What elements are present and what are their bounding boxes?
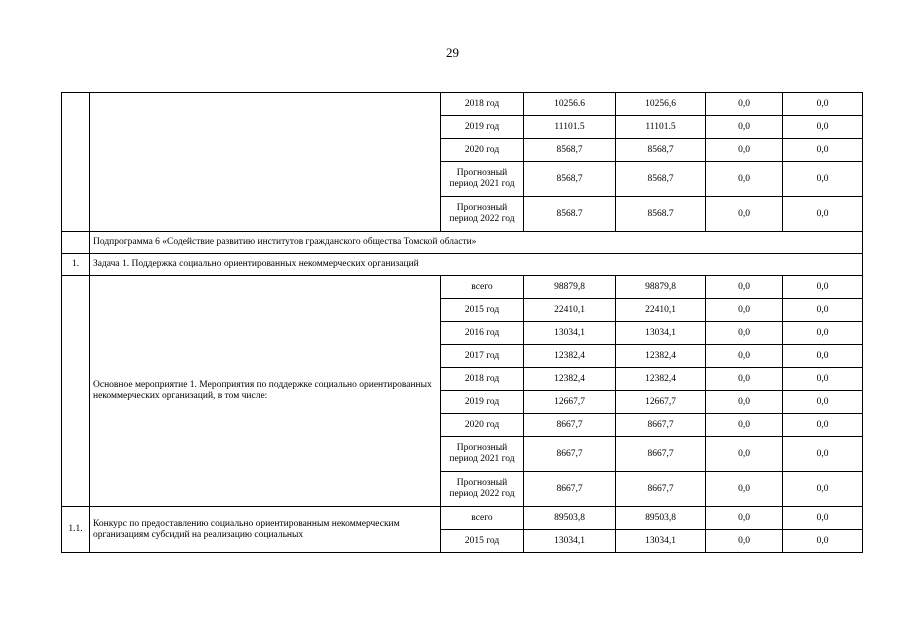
- value-cell: 0,0: [706, 93, 783, 116]
- value-cell: 8568,7: [524, 162, 616, 197]
- value-cell: 0,0: [783, 139, 863, 162]
- value-cell: 10256,6: [616, 93, 706, 116]
- period-cell: 2018 год: [441, 368, 524, 391]
- value-cell: 0,0: [783, 162, 863, 197]
- value-cell: 11101.5: [524, 116, 616, 139]
- value-cell: 0,0: [783, 345, 863, 368]
- value-cell: 0,0: [706, 322, 783, 345]
- value-cell: 0,0: [783, 322, 863, 345]
- period-cell: всего: [441, 507, 524, 530]
- description-cell: Основное мероприятие 1. Мероприятия по поддержке социально ориентированных некоммерческих организаций, в том числе:: [90, 276, 441, 507]
- period-cell: Прогнозный период 2022 год: [441, 197, 524, 232]
- table-row: [62, 93, 863, 116]
- row-number-cell: [62, 232, 90, 254]
- row-number-cell: 1.: [62, 254, 90, 276]
- row-number-cell: [62, 93, 90, 232]
- value-cell: 0,0: [783, 414, 863, 437]
- value-cell: 8568.7: [524, 197, 616, 232]
- task-row: [62, 254, 863, 276]
- period-cell: 2015 год: [441, 299, 524, 322]
- value-cell: 12382,4: [524, 345, 616, 368]
- value-cell: 8568,7: [616, 139, 706, 162]
- value-cell: 8667,7: [616, 414, 706, 437]
- value-cell: 0,0: [706, 299, 783, 322]
- value-cell: 13034,1: [524, 530, 616, 553]
- value-cell: 22410,1: [616, 299, 706, 322]
- value-cell: 8667,7: [524, 437, 616, 472]
- value-cell: 0,0: [783, 472, 863, 507]
- value-cell: 0,0: [783, 391, 863, 414]
- value-cell: 0,0: [783, 116, 863, 139]
- value-cell: 98879,8: [616, 276, 706, 299]
- value-cell: 13034,1: [616, 530, 706, 553]
- value-cell: 0,0: [783, 93, 863, 116]
- task-title: Задача 1. Поддержка социально ориентированных некоммерческих организаций: [90, 254, 863, 276]
- value-cell: 0,0: [706, 276, 783, 299]
- period-cell: 2019 год: [441, 116, 524, 139]
- period-cell: 2019 год: [441, 391, 524, 414]
- value-cell: 13034,1: [616, 322, 706, 345]
- period-cell: Прогнозный период 2022 год: [441, 472, 524, 507]
- value-cell: 0,0: [706, 139, 783, 162]
- period-cell: 2020 год: [441, 139, 524, 162]
- period-cell: 2016 год: [441, 322, 524, 345]
- value-cell: 8667,7: [524, 472, 616, 507]
- value-cell: 12667,7: [524, 391, 616, 414]
- value-cell: 0,0: [706, 437, 783, 472]
- value-cell: 0,0: [783, 507, 863, 530]
- value-cell: 0,0: [706, 116, 783, 139]
- value-cell: 0,0: [783, 530, 863, 553]
- period-cell: 2018 год: [441, 93, 524, 116]
- value-cell: 12667,7: [616, 391, 706, 414]
- value-cell: 89503,8: [524, 507, 616, 530]
- value-cell: 0,0: [783, 276, 863, 299]
- description-cell: [90, 93, 441, 232]
- value-cell: 13034,1: [524, 322, 616, 345]
- value-cell: 0,0: [706, 345, 783, 368]
- value-cell: 11101.5: [616, 116, 706, 139]
- value-cell: 0,0: [706, 391, 783, 414]
- period-cell: 2017 год: [441, 345, 524, 368]
- row-number-cell: 1.1.: [62, 507, 90, 553]
- value-cell: 8667,7: [524, 414, 616, 437]
- value-cell: 22410,1: [524, 299, 616, 322]
- value-cell: 0,0: [706, 197, 783, 232]
- table-body: [62, 93, 863, 553]
- value-cell: 8568,7: [524, 139, 616, 162]
- row-number-cell: [62, 276, 90, 507]
- period-cell: 2020 год: [441, 414, 524, 437]
- value-cell: 12382,4: [524, 368, 616, 391]
- value-cell: 8568,7: [616, 162, 706, 197]
- value-cell: 89503,8: [616, 507, 706, 530]
- value-cell: 0,0: [706, 472, 783, 507]
- value-cell: 98879,8: [524, 276, 616, 299]
- period-cell: всего: [441, 276, 524, 299]
- period-cell: 2015 год: [441, 530, 524, 553]
- description-cell: Конкурс по предоставлению социально ориентированным некоммерческим организациям субсидий на реализацию социальных: [90, 507, 441, 553]
- period-cell: Прогнозный период 2021 год: [441, 162, 524, 197]
- value-cell: 0,0: [783, 368, 863, 391]
- subprogram-title: Подпрограмма 6 «Содействие развитию институтов гражданского общества Томской области»: [90, 232, 863, 254]
- value-cell: 8667,7: [616, 437, 706, 472]
- value-cell: 0,0: [783, 437, 863, 472]
- value-cell: 12382,4: [616, 345, 706, 368]
- value-cell: 0,0: [706, 530, 783, 553]
- value-cell: 0,0: [706, 162, 783, 197]
- value-cell: 12382,4: [616, 368, 706, 391]
- value-cell: 8667,7: [616, 472, 706, 507]
- value-cell: 10256.6: [524, 93, 616, 116]
- subprogram-row: [62, 232, 863, 254]
- budget-table: [61, 92, 863, 553]
- table-row: [62, 507, 863, 530]
- table-row: [62, 276, 863, 299]
- value-cell: 0,0: [783, 197, 863, 232]
- value-cell: 8568.7: [616, 197, 706, 232]
- value-cell: 0,0: [706, 507, 783, 530]
- value-cell: 0,0: [706, 414, 783, 437]
- value-cell: 0,0: [783, 299, 863, 322]
- period-cell: Прогнозный период 2021 год: [441, 437, 524, 472]
- page-number: 29: [446, 45, 459, 60]
- value-cell: 0,0: [706, 368, 783, 391]
